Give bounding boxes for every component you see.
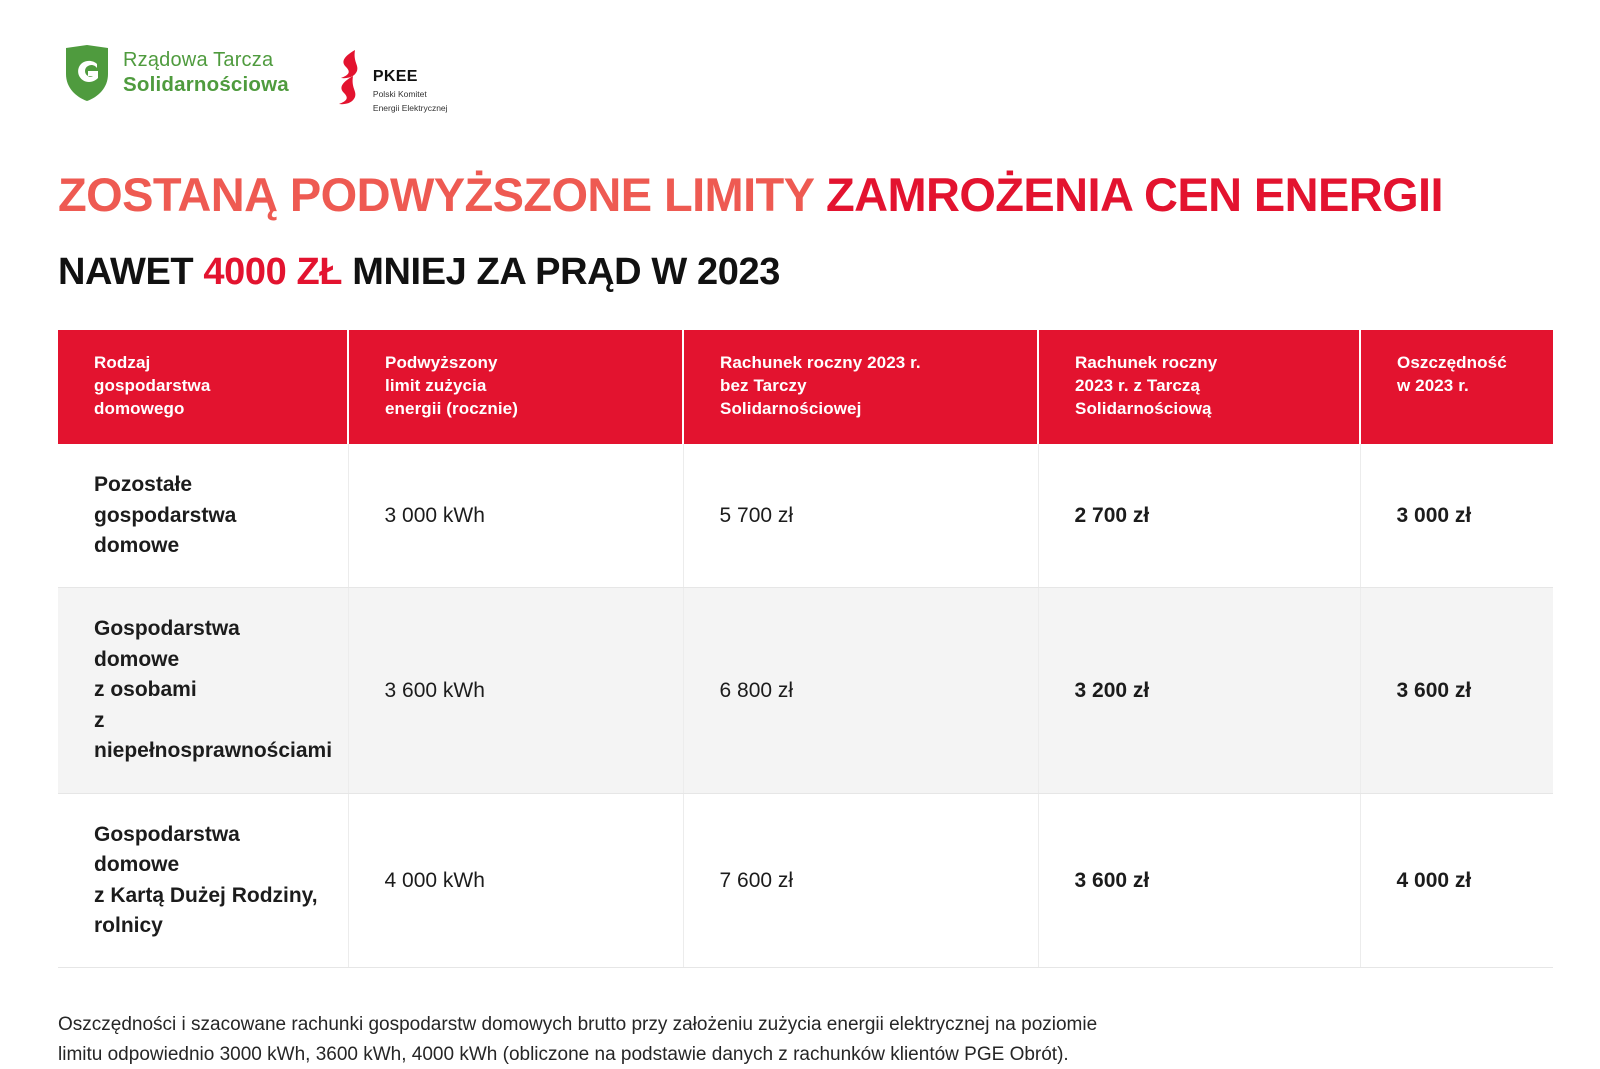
table-row [58,588,1553,793]
cell-limit: 3 600 kWh [348,588,683,793]
pkee-flame-icon [335,50,363,106]
table-row [58,444,1553,588]
cell-bill-with: 2 700 zł [1038,444,1360,588]
cell-savings: 4 000 zł [1360,793,1553,968]
pkee-subtitle-line2: Energii Elektrycznej [372,103,448,114]
page-title-part-strong: ZAMROŻENIA CEN ENERGII [826,168,1443,221]
table-row [58,793,1553,968]
column-header-savings: Oszczędność w 2023 r. [1360,330,1553,444]
cell-bill-without: 7 600 zł [683,793,1038,968]
logo-tarcza-line1: Rządowa Tarcza [123,49,274,72]
cell-limit: 4 000 kWh [348,793,683,968]
savings-table [58,330,1553,968]
page-subtitle-pre: NAWET [58,251,204,294]
page-title-part-light: ZOSTANĄ PODWYŻSZONE LIMITY [58,168,826,221]
table-header [58,330,1553,444]
cell-savings: 3 000 zł [1360,444,1553,588]
pkee-text [373,50,448,115]
cell-bill-with: 3 600 zł [1038,793,1360,968]
logo-tarcza-line2: Solidarnościowa [123,72,289,96]
cell-limit: 3 000 kWh [348,444,683,588]
logo-rzadowa-tarcza-solidarnosciowa [64,44,289,102]
column-header-limit: Podwyższony limit zużycia energii (rocznie) [348,330,683,444]
logo-pkee [335,50,448,115]
table-body [58,444,1553,968]
cell-savings: 3 600 zł [1360,588,1553,793]
cell-kind: Pozostałe gospodarstwa domowe [58,444,348,588]
pkee-title: PKEE [372,68,418,85]
page-title [58,170,1544,220]
page-subtitle [58,251,1544,294]
footnote-line2: limitu odpowiednio 3000 kWh, 3600 kWh, 4000 kWh (obliczone na podstawie danych z rachunków klientów PGE Obrót). [58,1043,1069,1065]
cell-kind: Gospodarstwa domowe z osobami z niepełnosprawnościami [58,588,348,793]
column-header-bill-with: Rachunek roczny 2023 r. z Tarczą Solidarnościową [1038,330,1360,444]
column-header-kind: Rodzaj gospodarstwa domowego [58,330,348,444]
cell-bill-with: 3 200 zł [1038,588,1360,793]
logo-tarcza-text [123,49,289,97]
table-header-row [58,330,1553,444]
pkee-subtitle-line1: Polski Komitet [372,89,427,99]
page-subtitle-post: MNIEJ ZA PRĄD W 2023 [342,251,780,294]
logo-bar [64,44,1544,136]
footnote [58,1010,1458,1069]
footnote-line1: Oszczędności i szacowane rachunki gospodarstw domowych brutto przy założeniu zużycia energii elektrycznej na poziomie [58,1014,1098,1036]
cell-kind: Gospodarstwa domowe z Kartą Dużej Rodziny, rolnicy [58,793,348,968]
cell-bill-without: 6 800 zł [683,588,1038,793]
shield-icon [64,44,110,102]
column-header-bill-without: Rachunek roczny 2023 r. bez Tarczy Solidarnościowej [683,330,1038,444]
page-subtitle-highlight: 4000 ZŁ [203,251,343,294]
cell-bill-without: 5 700 zł [683,444,1038,588]
